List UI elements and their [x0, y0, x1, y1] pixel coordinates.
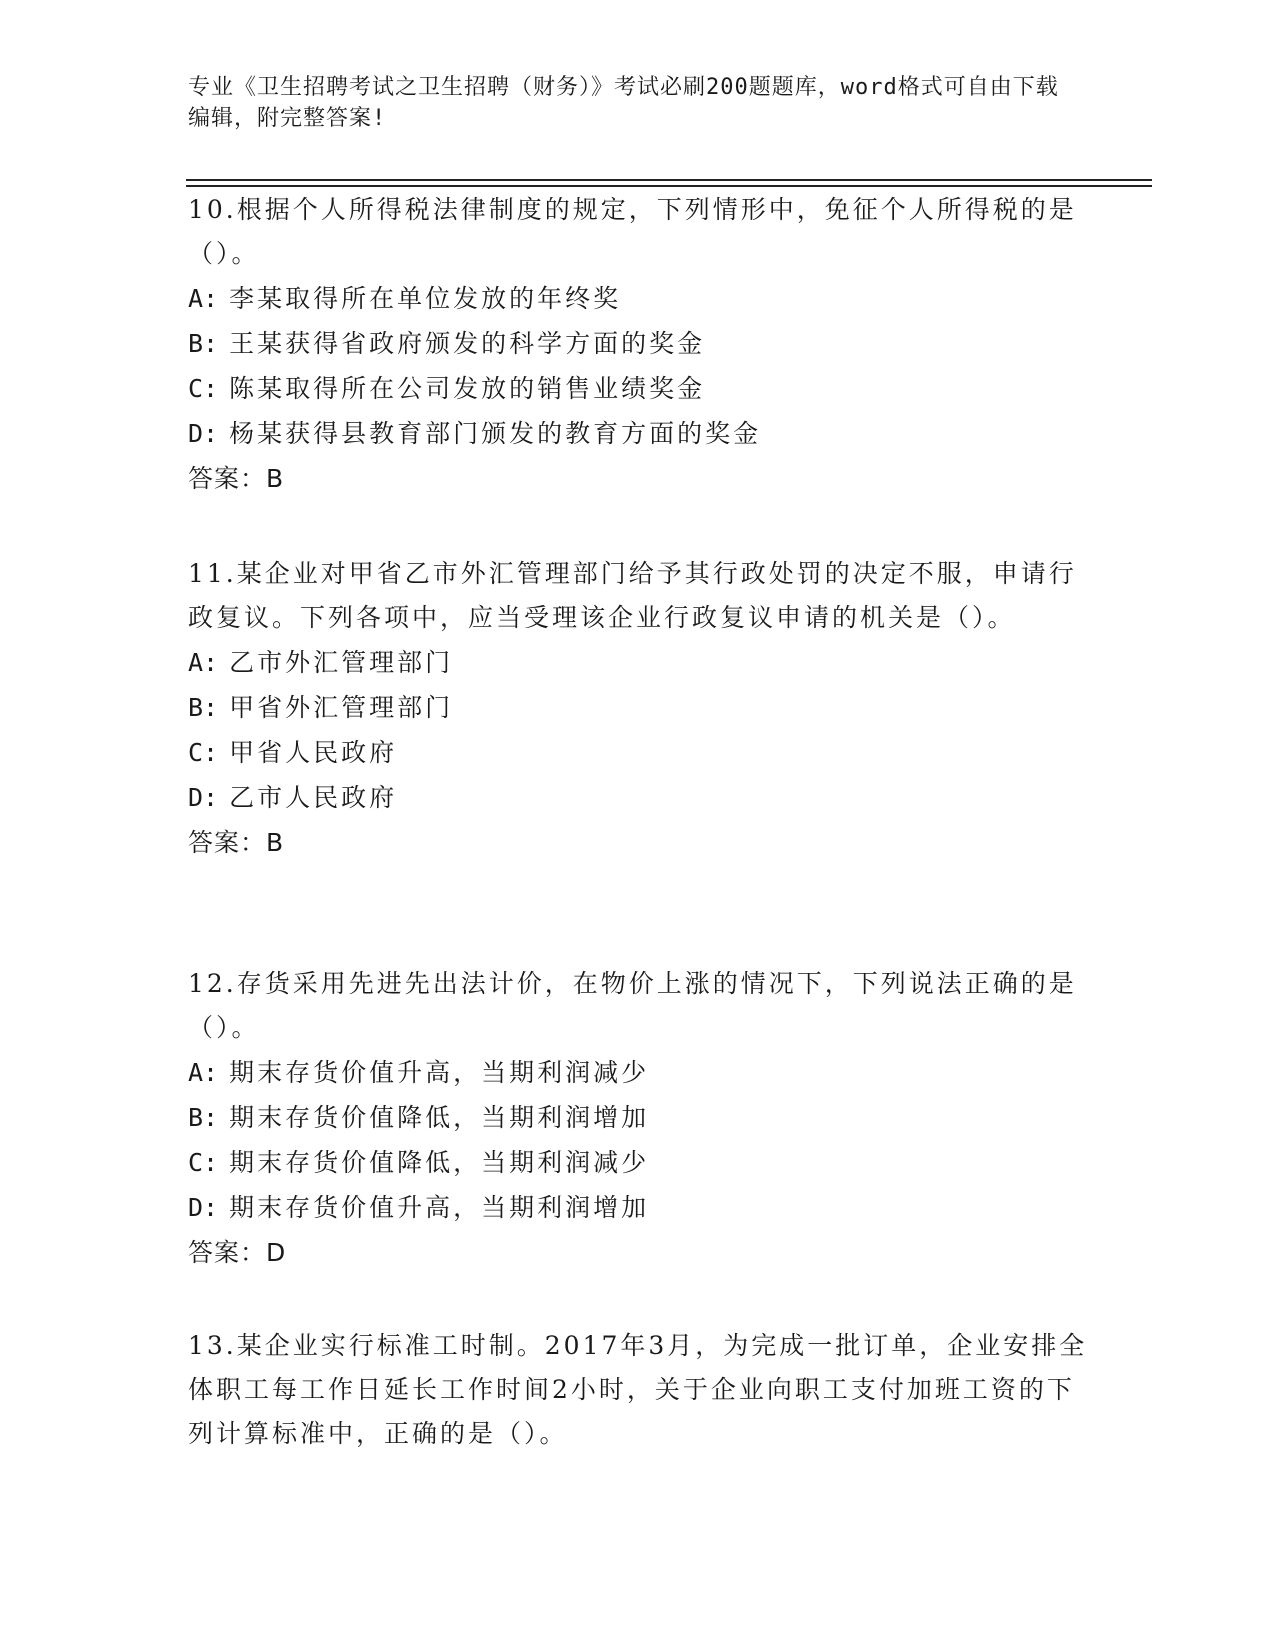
option-letter: B: [188, 1103, 219, 1132]
option-letter: B: [188, 329, 219, 358]
option-letter: D: [188, 783, 219, 812]
answer-line: 答案：B [188, 828, 285, 857]
option-letter: D: [188, 1193, 219, 1222]
option-letter: D: [188, 419, 219, 448]
option-text: 陈某取得所在公司发放的销售业绩奖金 [229, 374, 706, 403]
question-stem: 11.某企业对甲省乙市外汇管理部门给予其行政处罚的决定不服，申请行政复议。下列各项中，应当受理该企业行政复议申请的机关是（）。 [188, 559, 1077, 632]
header-divider-bottom [186, 185, 1152, 187]
question-12 [188, 962, 1088, 1276]
option-text: 乙市人民政府 [229, 783, 398, 812]
option-b [188, 1095, 1088, 1140]
option-c [188, 366, 1088, 411]
question-stem: 10.根据个人所得税法律制度的规定，下列情形中，免征个人所得税的是（）。 [188, 195, 1077, 268]
option-d [188, 775, 1088, 820]
header-divider-top [186, 179, 1152, 181]
option-text: 甲省人民政府 [229, 738, 398, 767]
option-letter: A: [188, 284, 219, 313]
option-a [188, 640, 1088, 685]
option-text: 乙市外汇管理部门 [229, 648, 454, 677]
option-c [188, 730, 1088, 775]
question-11 [188, 552, 1088, 866]
option-text: 期末存货价值升高，当期利润减少 [229, 1058, 650, 1087]
option-a [188, 276, 1088, 321]
option-text: 期末存货价值升高，当期利润增加 [229, 1193, 650, 1222]
option-text: 李某取得所在单位发放的年终奖 [229, 284, 622, 313]
option-text: 甲省外汇管理部门 [229, 693, 454, 722]
option-d [188, 411, 1088, 456]
question-stem: 12.存货采用先进先出法计价，在物价上涨的情况下，下列说法正确的是（）。 [188, 969, 1077, 1042]
answer-line: 答案：B [188, 464, 285, 493]
option-letter: C: [188, 374, 219, 403]
option-text: 杨某获得县教育部门颁发的教育方面的奖金 [229, 419, 762, 448]
question-10 [188, 188, 1088, 502]
option-c [188, 1140, 1088, 1185]
option-b [188, 685, 1088, 730]
option-letter: C: [188, 738, 219, 767]
option-letter: B: [188, 693, 219, 722]
option-text: 王某获得省政府颁发的科学方面的奖金 [229, 329, 706, 358]
option-letter: A: [188, 648, 219, 677]
option-letter: C: [188, 1148, 219, 1177]
option-a [188, 1050, 1088, 1095]
question-13 [188, 1324, 1088, 1456]
option-text: 期末存货价值降低，当期利润减少 [229, 1148, 650, 1177]
question-stem: 13.某企业实行标准工时制。2017年3月，为完成一批订单，企业安排全体职工每工作日延长工作时间2小时，关于企业向职工支付加班工资的下列计算标准中，正确的是（）。 [188, 1331, 1088, 1448]
document-header: 专业《卫生招聘考试之卫生招聘（财务）》考试必刷200题题库，word格式可自由下载编辑，附完整答案! [188, 75, 1059, 131]
answer-line: 答案：D [188, 1238, 287, 1267]
option-letter: A: [188, 1058, 219, 1087]
option-text: 期末存货价值降低，当期利润增加 [229, 1103, 650, 1132]
option-d [188, 1185, 1088, 1230]
option-b [188, 321, 1088, 366]
